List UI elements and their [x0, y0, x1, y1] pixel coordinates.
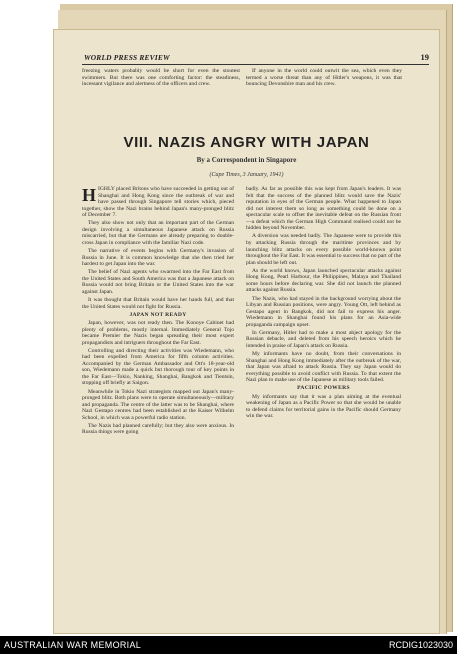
article-right-column [246, 186, 401, 626]
drop-cap: H [82, 186, 97, 205]
paragraph: It was thought that Britain would have her hands full, and that the United States would not fight for Russia. [82, 297, 234, 310]
article-title: VIII. NAZIS ANGRY WITH JAPAN [123, 134, 370, 151]
article-byline: By a Correspondent in Singapore [196, 156, 297, 164]
paragraph: badly. As far as possible this was kept from Japan's leaders. It was felt that the success of the planned blitz would save the Nazis' reputation in eyes of the German people. What happened to Japan did not interest them so long as something could be done on a spectacular scale to offset the inevitable defeat on the Russian front—a defeat which the German High Command realised could not be hidden beyond November. [246, 186, 401, 232]
paragraph: The narrative of events begins with Germany's invasion of Russia in June. It is common knowledge that she then tried her hardest to get Japan into the war. [82, 248, 234, 268]
paragraph: A diversion was needed badly. The Japanese were to provide this by attacking Russia through the maritime provinces and by launching blitz attacks on every possible world-known point throughout the Far East. It was essential to success that no part of the plan should be left out. [246, 233, 401, 266]
paragraph: The belief of Nazi agents who swarmed into the Far East from the United States and South America was that a Japanese attack on Russia would not bring Britain or the United States into the war against Japan. [82, 269, 234, 295]
publication-header: WORLD PRESS REVIEW [84, 53, 170, 62]
paragraph: The Nazis, who had stayed in the background worrying about the Libyan and Russian positions, were angry. Young Ott, left behind as Gestapo agent in Bangkok, did not fail to express his anger. Wiedemann in Shanghai found his plans for an Asia-wide propaganda campaign upset. [246, 295, 401, 328]
paragraph: They also show not only that an important part of the German design involving a simultaneous Japanese attack on Russia miscarried, but that the Germans are already preparing to double-cross Japan in compliance with the familiar Nazi code. [82, 220, 234, 246]
paragraph: Controlling and directing their activities was Wiedemann, who had been expelled from America for fifth column activities. Accompanied by the German Ambassador and Ott's 18-year-old son, Wiedemann made a quick but thorough tour of key points in the Far East—Tokio, Nanking, Shanghai, Bangkok and Tientsin, stopping off briefly at Saigon. [82, 347, 234, 387]
paragraph: My informants say that it was a plan aiming at the eventual weakening of Japan as a Pacific Power so that she would be unable to defend claims for territorial gains in the Pacific should Germany win the war. [246, 393, 401, 420]
paragraph: As the world knows, Japan launched spectacular attacks against Hong Kong, Pearl Harbour, the Philippines, Malaya and Thailand some hours before declaring war. She did not launch the planned attacks against Russia. [246, 267, 401, 294]
archive-id: RCDIG1023030 [388, 640, 453, 650]
paragraph: The Nazis had planned carefully; but they also were anxious. In Russia things were going [82, 422, 234, 436]
archive-footer [0, 636, 457, 654]
paragraph: In Germany, Hitler had to make a most abject apology for the Russian debacle, and deleted from his speech heroics which he intended in praise of Japan's attack on Russia. [246, 329, 401, 349]
subheading: JAPAN NOT READY [129, 311, 187, 318]
previous-article-left-text: freezing waters probably would be short for even the stoutest swimmers. But there was one comforting factor: the steadiness, incessant vigilance and alertness of the officers and crew. [82, 68, 240, 88]
archive-name: AUSTRALIAN WAR MEMORIAL [4, 640, 142, 650]
header-rule [82, 64, 429, 65]
paragraph: My informants have no doubt, from their conversations in Shanghai and Hong Kong immediately after the outbreak of the war, that Japan was afraid to attack Russia. They say Japan would do everything possible to avoid conflict with Russia. To that extent the Nazi plan to make use of the Japanese as military tools failed. [246, 351, 401, 384]
previous-article-right [246, 68, 402, 112]
previous-article-right-text: If anyone in the world could outwit the sea, which even they termed a worse threat than any of Hitler's weapons, it was that bouncing Devonshire man and his crew. [246, 68, 402, 88]
paragraph: HIGHLY placed Britons who have succeeded in getting out of Shanghai and Hong Kong since the outbreak of war and have passed through Singapore tell stories which, pieced together, show the Nazi brains behind Japan's many-pronged blitz of December 7. [82, 186, 234, 219]
document-page [54, 30, 439, 633]
paragraph: Japan, however, was not ready then. The Konoye Cabinet had plenty of problems, mostly internal. Immediately General Tojo became Premier the Nazis began spreading their most expert propagandists and intriguers throughout the Far East. [82, 319, 234, 346]
article-left-column [82, 186, 234, 626]
paragraph: Meanwhile in Tokio Nazi strategists mapped out Japan's many-pronged blitz. Both plans were to operate simultaneously—military and propaganda. The centre of the latter was to be Shanghai, where Nazi Gestapo centres had been established at the Kaiser Wilhelm School, in which was a powerful radio station. [82, 388, 234, 421]
subheading: PACIFIC POWERS [297, 385, 350, 392]
previous-article-left [82, 68, 240, 112]
page-number: 19 [420, 52, 429, 62]
article-source: (Cape Times, 3 January, 1941) [209, 172, 284, 178]
